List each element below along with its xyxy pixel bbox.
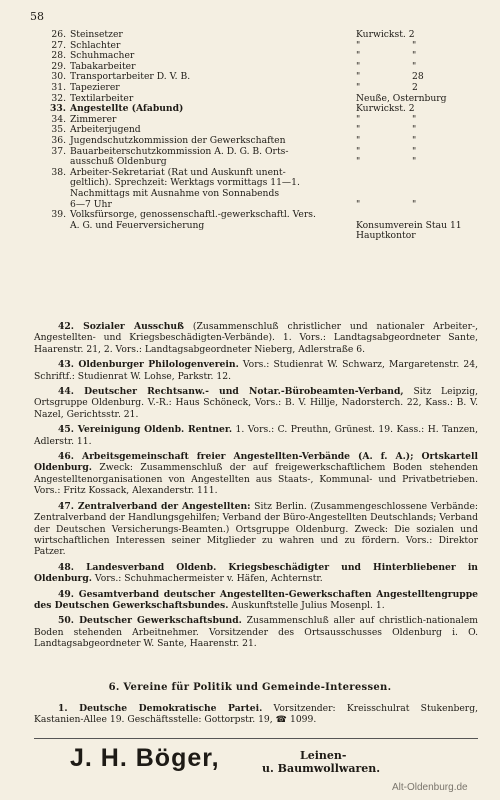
list-row	[0, 189, 500, 200]
list-row-number: 35.	[51, 124, 66, 136]
page-number: 58	[30, 10, 44, 23]
list-row-address: "	[356, 113, 361, 125]
list-row-name: Nachmittags mit Ausnahme von Sonnabends	[70, 187, 280, 199]
organization-entries	[34, 321, 478, 654]
organization-entry	[34, 589, 478, 612]
entry-body: Sitz Berlin. (Zusammengeschlossene Verbände: Zentralverband der Handlungsgehilfen; Verband der Büro-Angestellten Deutschlands; Verband der Deutschen Versicherungs-Beamten.) Ortsgruppe Oldenburg. Zweck: Die sozialen und wirtschaftlichen Interessen seiner Mitglieder zu wahren und zu fördern. Vors.: Direktor Patzer.	[34, 500, 479, 558]
list-row-name: geltlich). Sprechzeit: Werktags vormittags 11—1.	[70, 177, 300, 189]
list-row-name: Angestellte (Afabund)	[70, 103, 184, 115]
list-row-name: Arbeiterjugend	[70, 124, 141, 136]
entry-body: Vors.: Schuhmachermeister v. Häfen, Achternstr.	[92, 573, 323, 585]
list-row	[0, 136, 500, 147]
list-row-number: 33.	[50, 103, 66, 115]
section-entry-head: 1. Deutsche Demokratische Partei.	[58, 703, 263, 714]
ad-divider	[34, 738, 478, 739]
list-row-extra: "	[412, 39, 417, 51]
list-row-extra: "	[412, 134, 417, 146]
list-row-number: 30.	[51, 71, 66, 83]
entry-body: Zweck: Zusammenschluß der auf freigewerkschaftlichem Boden stehenden Angestelltenorganisationen von Angestellten aus Staats-, Kommunal- und Privatbetrieben. Vors.: Fritz Kossack, Alexanderstr. 111.	[34, 462, 478, 497]
section-entry	[34, 703, 478, 726]
list-row-address: "	[356, 50, 361, 62]
list-row	[0, 83, 500, 94]
organization-entry	[34, 386, 478, 420]
list-row-name: Schuhmacher	[70, 50, 135, 62]
entry-body: Vors.: Studienrat W. Schwarz, Margaretenstr. 24, Schriftf.: Studienrat W. Lohse, Parkstr. 12.	[34, 359, 478, 382]
list-row-name: Zimmerer	[70, 113, 117, 125]
list-row-extra: "	[412, 124, 417, 136]
list-row-address: "	[356, 60, 361, 72]
watermark: Alt-Oldenburg.de	[392, 782, 468, 793]
list-row-number: 39.	[51, 209, 66, 221]
union-list	[0, 30, 500, 242]
organization-entry	[34, 562, 478, 585]
entry-body: (Zusammenschluß christlicher und nationaler Arbeiter-, Angestellten- und Kriegsbeschädigten-Verbände). 1. Vors.: Landtagsabgeordneter Sante, Haarenstr. 21, 2. Vors.: Landtagsabgeordneter Nieberg, Adlerstraße 6.	[34, 321, 478, 355]
entry-head: 43. Oldenburger Philologenverein.	[58, 359, 239, 371]
section-entry-body: Vorsitzender: Kreisschulrat Stukenberg, Kastanien-Allee 19. Geschäftsstelle: Gottorpstr. 19, ☎ 1099.	[34, 703, 478, 726]
list-row-address: "	[356, 198, 361, 210]
list-row-extra: "	[412, 50, 417, 62]
list-row-name: Bauarbeiterschutzkommission A. D. G. B. Orts-	[70, 145, 289, 157]
list-row-number: 32.	[51, 92, 66, 104]
entry-head: 49. Gesamtverband deutscher Angestellten-Gewerkschaften Angestelltengruppe des Deutschen Gewerkschaftsbundes.	[34, 588, 478, 611]
list-row-address: "	[356, 81, 361, 93]
entry-body: Zusammenschluß aller auf christlich-nationalem Boden stehenden Arbeitnehmer. Vorsitzender des Ortsausschusses Oldenburg i. O. Landtagsabgeordneter W. Sante, Haarenstr. 21.	[34, 615, 478, 650]
entry-body: Sitz Leipzig, Ortsgruppe Oldenburg. V.-R.: Haus Schöneck, Vors.: B. V. Hillje, Nadorsterch. 22, Kass.: B. V. Nazel, Gerichtsstr. 21.	[34, 386, 478, 420]
organization-entry	[34, 321, 478, 355]
section-title: 6. Vereine für Politik und Gemeinde-Interessen.	[108, 682, 392, 693]
list-row	[0, 30, 500, 41]
list-row-address: "	[356, 124, 361, 136]
list-row-extra: "	[412, 113, 417, 125]
list-row-name: Tabakarbeiter	[70, 60, 136, 72]
list-row-number: 26.	[51, 29, 66, 40]
list-row-extra: "	[412, 60, 417, 72]
organization-entry	[34, 359, 478, 382]
list-row-name: Arbeiter-Sekretariat (Rat und Auskunft unent-	[70, 166, 286, 178]
list-row-number: 31.	[51, 81, 66, 93]
list-row-address: "	[356, 134, 361, 146]
list-row-extra: "	[412, 145, 417, 157]
list-row-name: Schlachter	[70, 39, 121, 51]
list-row-number: 37.	[51, 145, 66, 157]
entry-head: 46. Arbeitsgemeinschaft freier Angestellten-Verbände (A. f. A.); Ortskartell Oldenburg.	[34, 451, 478, 474]
list-row-address: Hauptkontor	[356, 230, 416, 242]
list-row-address: Kurwickst. 2	[356, 29, 415, 40]
list-row-number: 38.	[51, 166, 66, 178]
entry-head: 42. Sozialer Ausschuß	[58, 321, 185, 332]
entry-body: 1. Vors.: C. Preuthn, Grünest. 19. Kass.: H. Tanzen, Adlerstr. 11.	[34, 424, 479, 447]
list-row-address: Kurwickst. 2	[356, 103, 415, 115]
list-row-name: A. G. und Feuerversicherung	[70, 219, 205, 231]
list-row-extra: "	[412, 198, 417, 210]
list-row-name: Volksfürsorge, genossenschaftl.-gewerkschaftl. Vers.	[70, 209, 316, 221]
list-row-name: Textilarbeiter	[70, 92, 134, 104]
list-row-name: Jugendschutzkommission der Gewerkschaften	[70, 134, 286, 146]
list-row-address: Neuße, Osternburg	[356, 92, 447, 104]
list-row-address: "	[356, 145, 361, 157]
organization-entry	[34, 501, 478, 558]
list-row-name: Transportarbeiter D. V. B.	[70, 71, 191, 83]
list-row-number: 27.	[51, 39, 66, 51]
list-row-extra: 28	[412, 71, 424, 83]
list-row-extra: 2	[412, 81, 418, 93]
ad-line-1: Leinen-	[300, 749, 347, 762]
entry-head: 48. Landesverband Oldenb. Kriegsbeschädigter und Hinterbliebener in Oldenburg.	[34, 561, 478, 585]
list-row	[0, 231, 500, 242]
organization-entry	[34, 615, 478, 649]
list-row-address: Konsumverein Stau 11	[356, 219, 462, 231]
organization-entry	[34, 451, 478, 497]
list-row-name: ausschuß Oldenburg	[70, 156, 167, 168]
list-row-number: 36.	[51, 134, 66, 146]
ad-company-name: J. H. Böger,	[70, 744, 220, 772]
entry-body: Auskunftstelle Julius Mosenpl. 1.	[228, 599, 385, 611]
list-row-number: 34.	[51, 113, 66, 125]
organization-entry	[34, 424, 478, 447]
list-row-address: "	[356, 39, 361, 51]
entry-head: 45. Vereinigung Oldenb. Rentner.	[58, 424, 233, 436]
entry-head: 50. Deutscher Gewerkschaftsbund.	[58, 615, 242, 627]
list-row-address: "	[356, 71, 361, 83]
list-row-number: 29.	[51, 60, 66, 72]
list-row-address: "	[356, 156, 361, 168]
ad-line-2: u. Baumwollwaren.	[262, 762, 381, 775]
list-row-extra: "	[412, 156, 417, 168]
list-row-number: 28.	[51, 50, 66, 62]
list-row	[0, 221, 500, 232]
list-row-name: 6—7 Uhr	[70, 198, 112, 210]
list-row-name: Tapezierer	[70, 81, 120, 93]
entry-head: 47. Zentralverband der Angestellten:	[58, 500, 251, 512]
entry-head: 44. Deutscher Rechtsanw.- und Notar.-Bürobeamten-Verband,	[58, 386, 404, 398]
list-row-name: Steinsetzer	[70, 29, 123, 40]
